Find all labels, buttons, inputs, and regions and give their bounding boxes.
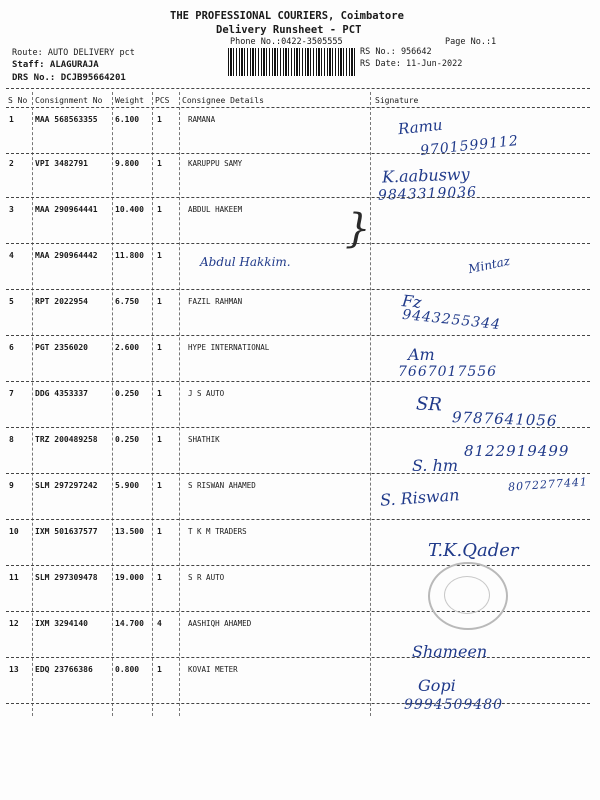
row-pcs: 1: [157, 481, 162, 490]
col-divider: [112, 92, 113, 716]
row-divider: [6, 473, 590, 474]
row-divider: [6, 381, 590, 382]
row-weight: 19.000: [115, 573, 144, 582]
row-signature: Gopi: [418, 676, 456, 695]
row-weight: 9.800: [115, 159, 140, 168]
bracket-mark: }: [345, 206, 371, 252]
row-consignee: FAZIL RAHMAN: [188, 297, 243, 306]
col-sno: S No: [8, 96, 28, 105]
col-pcs: PCS: [155, 96, 170, 105]
row-pcs: 1: [157, 343, 162, 352]
row-weight: 5.900: [115, 481, 140, 490]
phone-number: Phone No.:0422-3505555: [230, 37, 343, 47]
col-signature: Signature: [375, 96, 419, 105]
row-consignment-no: IXM 501637577: [35, 527, 98, 536]
row-signature: T.K.Qader: [428, 540, 519, 561]
row-weight: 0.250: [115, 435, 140, 444]
company-name: THE PROFESSIONAL COURIERS, Coimbatore: [170, 10, 404, 22]
header-top-rule: [6, 88, 590, 89]
row-weight: 13.500: [115, 527, 144, 536]
row-pcs: 1: [157, 205, 162, 214]
row-consignee: SHATHIK: [188, 435, 220, 444]
row-divider: [6, 289, 590, 290]
row-phone: 9843319036: [377, 184, 478, 204]
row-divider: [6, 657, 590, 658]
row-phone: 9787641056: [451, 408, 558, 430]
row-consignment-no: EDQ 23766386: [35, 665, 93, 674]
row-signature: K.aabuswy: [381, 164, 470, 187]
row-divider: [6, 519, 590, 520]
row-divider: [6, 335, 590, 336]
page-number: Page No.:1: [445, 37, 497, 47]
row-weight: 6.100: [115, 115, 140, 124]
row-serial: 11: [9, 573, 19, 582]
row-pcs: 4: [157, 619, 162, 628]
row-consignment-no: SLM 297297242: [35, 481, 98, 490]
row-pcs: 1: [157, 115, 162, 124]
row-divider: [6, 197, 590, 198]
row-divider: [6, 427, 590, 428]
row-signature: S. hm: [412, 456, 459, 475]
row-weight: 6.750: [115, 297, 140, 306]
row-serial: 7: [9, 389, 14, 398]
header-bottom-rule: [6, 107, 590, 108]
row-serial: 8: [9, 435, 14, 444]
row-serial: 10: [9, 527, 19, 536]
row-weight: 0.800: [115, 665, 140, 674]
row-consignment-no: RPT 2022954: [35, 297, 88, 306]
row-weight: 14.700: [115, 619, 144, 628]
row-weight: 10.400: [115, 205, 144, 214]
row-pcs: 1: [157, 435, 162, 444]
row-pcs: 1: [157, 665, 162, 674]
route: Route: AUTO DELIVERY pct: [12, 48, 135, 58]
row-consignee: KOVAI METER: [188, 665, 238, 674]
rs-number: RS No.: 956642: [360, 47, 432, 57]
col-divider: [370, 92, 371, 716]
row-consignment-no: VPI 3482791: [35, 159, 88, 168]
row-signature: Abdul Hakkim.: [200, 255, 291, 269]
col-consignment: Consignment No: [35, 96, 103, 105]
rs-date: RS Date: 11-Jun-2022: [360, 59, 463, 69]
row-weight: 11.800: [115, 251, 144, 260]
row-consignment-no: IXM 3294140: [35, 619, 88, 628]
row-serial: 6: [9, 343, 14, 352]
row-serial: 4: [9, 251, 14, 260]
col-divider: [32, 92, 33, 716]
row-consignee: RAMANA: [188, 115, 216, 124]
row-phone: 8072277441: [507, 475, 589, 494]
row-signature: Fz: [401, 291, 423, 312]
col-weight: Weight: [115, 96, 144, 105]
row-consignment-no: MAA 568563355: [35, 115, 98, 124]
doc-title: Delivery Runsheet - PCT: [216, 24, 362, 36]
row-consignee: T K M TRADERS: [188, 527, 247, 536]
row-serial: 2: [9, 159, 14, 168]
row4-extra-signature: Mintaz: [467, 253, 512, 277]
row-serial: 5: [9, 297, 14, 306]
row-serial: 1: [9, 115, 14, 124]
drs-number: DRS No.: DCJB95664201: [12, 73, 126, 83]
row-consignee: HYPE INTERNATIONAL: [188, 343, 270, 352]
row-pcs: 1: [157, 389, 162, 398]
row-phone: 9443255344: [401, 306, 502, 334]
company-stamp-inner: [444, 576, 490, 614]
row-phone: 9701599112: [419, 132, 520, 160]
row-divider: [6, 565, 590, 566]
row-signature: Shameen: [412, 642, 488, 661]
row-consignment-no: DDG 4353337: [35, 389, 88, 398]
row-pcs: 1: [157, 159, 162, 168]
row-pcs: 1: [157, 527, 162, 536]
row-consignee: S RISWAN AHAMED: [188, 481, 256, 490]
row-consignee: AASHIQH AHAMED: [188, 619, 252, 628]
row-signature: Am: [408, 345, 435, 364]
col-divider: [179, 92, 180, 716]
row-consignee: KARUPPU SAMY: [188, 159, 243, 168]
row-serial: 3: [9, 205, 14, 214]
row-consignee: J S AUTO: [188, 389, 225, 398]
row-phone: 8122919499: [464, 442, 570, 460]
staff: Staff: ALAGURAJA: [12, 60, 99, 70]
row-pcs: 1: [157, 251, 162, 260]
row-divider: [6, 153, 590, 154]
barcode: [228, 48, 356, 76]
row-serial: 12: [9, 619, 19, 628]
col-divider: [152, 92, 153, 716]
row-phone: 7667017556: [398, 364, 498, 380]
row-consignment-no: TRZ 200489258: [35, 435, 98, 444]
row-serial: 9: [9, 481, 14, 490]
row-consignment-no: PGT 2356020: [35, 343, 88, 352]
row-serial: 13: [9, 665, 19, 674]
row-pcs: 1: [157, 297, 162, 306]
row-consignment-no: SLM 297309478: [35, 573, 98, 582]
row-pcs: 1: [157, 573, 162, 582]
row-weight: 0.250: [115, 389, 140, 398]
row-signature: SR: [415, 393, 443, 416]
row-weight: 2.600: [115, 343, 140, 352]
row-consignee: S R AUTO: [188, 573, 225, 582]
row-consignment-no: MAA 290964441: [35, 205, 98, 214]
row-signature: Ramu: [397, 115, 444, 139]
col-consignee: Consignee Details: [182, 96, 264, 105]
row-divider: [6, 703, 590, 704]
row-consignee: ABDUL HAKEEM: [188, 205, 243, 214]
row-consignment-no: MAA 290964442: [35, 251, 98, 260]
row-divider: [6, 243, 590, 244]
row-signature: S. Riswan: [379, 485, 461, 510]
row-phone: 9994509480: [404, 697, 504, 713]
